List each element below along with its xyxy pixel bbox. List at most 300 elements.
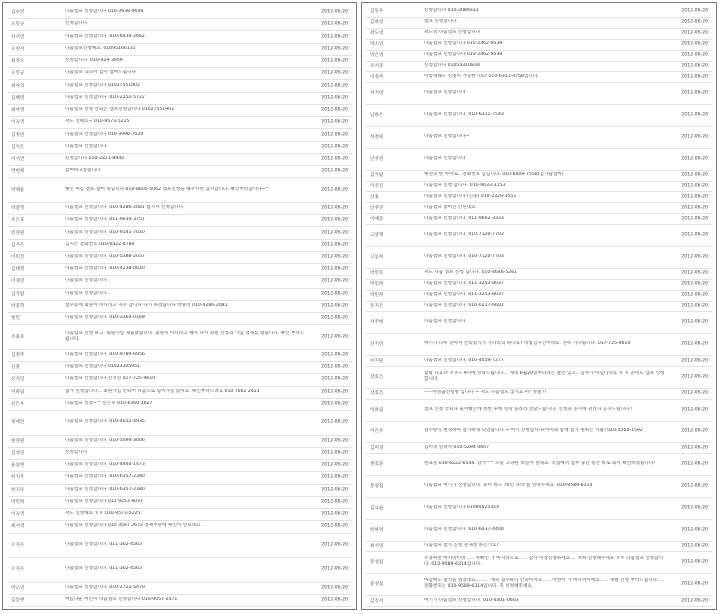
author-name: 이지원 — [370, 358, 384, 364]
author-name: 이주진 — [370, 183, 384, 189]
author-name: 박중학 — [11, 303, 25, 309]
post-date: 2012-06-20 — [321, 58, 348, 64]
message-link[interactable]: 나눔캠프 신청합니다~ — [424, 133, 470, 139]
post-date: 2012-06-20 — [321, 315, 348, 321]
post-date: 2012-06-20 — [321, 585, 348, 591]
author-name: 신은우 — [11, 401, 25, 407]
list-row — [366, 573, 712, 596]
post-date: 2012-06-20 — [681, 581, 708, 587]
post-date: 2012-06-20 — [321, 168, 348, 174]
message-link[interactable]: 나눔캠프 신청합니다 011 9253 8037 — [65, 498, 143, 504]
list-row — [7, 67, 352, 80]
author-name: 신홍 — [370, 194, 379, 200]
message-link[interactable]: 나눔캠프 신청합니다. 010-2252-5722 — [65, 94, 145, 100]
author-name: 안주연 — [370, 205, 384, 211]
message-link[interactable]: 나눔캠프 신청합니다 — [424, 155, 466, 161]
post-date: 2012-06-20 — [321, 542, 348, 548]
message-link[interactable]: 천효준 010-6222-6544. 감사^^ 오늘 고양관 보일까 싶네요. 직접에서 업무 중간 중간 바로 회사 확인하겠습니다! — [424, 461, 656, 467]
list-row — [7, 435, 352, 448]
list-row — [366, 475, 712, 498]
author-name: 김동현 — [11, 597, 25, 603]
message-link[interactable]: 조용하면 마지막이면...... 아빠인 가 마지막으로...... 감사 이상신청하세요.... 저희 신청해주세요 ㅎㅎ 나눔캠프 신청합니다. 010-9589-6314입니다. — [424, 556, 664, 568]
message-link[interactable]: 신청합니다. 010-429-3959 — [65, 58, 123, 64]
author-name: 천효준 — [370, 462, 384, 468]
post-date: 2012-06-20 — [681, 41, 708, 47]
author-name: 박민희 — [370, 282, 384, 288]
author-name: 남하은 — [370, 113, 384, 119]
author-name: 서주현 — [370, 320, 384, 326]
author-name: 문성집 — [370, 483, 384, 489]
author-name: 윤승한 — [11, 463, 25, 469]
author-name: 박민희 — [370, 293, 384, 299]
message-link[interactable]: 나눔캠프 신청합니다. 011-302-4563 — [65, 541, 142, 547]
author-name: 최정오 — [11, 59, 25, 65]
post-date: 2012-06-20 — [681, 270, 708, 276]
message-link[interactable]: 나눔캠프 신청합니다. 011-3253-8037 — [424, 281, 504, 287]
author-name: 이숙영 — [11, 512, 25, 518]
post-date: 2012-06-20 — [681, 74, 708, 80]
list-row — [7, 43, 352, 56]
post-date: 2012-06-20 — [681, 483, 708, 489]
message-link[interactable]: 신청합니다 01054310839 — [424, 62, 480, 68]
author-name: 변경원 — [11, 438, 25, 444]
message-link[interactable]: 나눔캠프 신청합니다. 010-4032-4935 — [65, 419, 145, 425]
post-date: 2012-06-20 — [321, 487, 348, 493]
message-link[interactable]: 나눔캠프 신청합니다. 011-9034-3757 — [65, 217, 145, 223]
author-name: 김해영 — [11, 95, 25, 101]
post-date: 2012-06-20 — [321, 499, 348, 505]
list-row — [7, 520, 352, 533]
author-name: 이은우 — [370, 429, 384, 435]
post-date: 2012-06-20 — [681, 292, 708, 298]
message-link[interactable]: 나눔캠프 신청 하고, 회원가입 제출했습니다. 회원이 아니라고 해서 다시 회원 신청과 가입 결제를 했습니다. 확인 부탁드립니다. — [65, 330, 305, 342]
list-row — [7, 177, 352, 202]
list-row — [7, 79, 352, 92]
post-date: 2012-06-20 — [681, 172, 708, 178]
right-panel — [361, 2, 717, 610]
author-name: 박민호 — [370, 271, 384, 277]
author-name: 신지연 — [370, 342, 384, 348]
list-row — [7, 18, 352, 31]
post-date: 2012-06-20 — [321, 474, 348, 480]
message-link[interactable]: 애인 여름 캠프 참여 원합니다 010-8805-5062 캠프신청을 해주시면 감사합니다. 확인부탁합니다~^ — [65, 186, 270, 192]
message-link[interactable]: -----아정곱신청방 입니다 ~ 저도 나눔캠프 넣지요 아! 정말 !! — [424, 390, 547, 396]
author-name: 신지연 — [11, 377, 25, 383]
author-name: 김지은 — [11, 144, 25, 150]
message-link[interactable]: 참말 나요?? ㅎㅎ~ 9시에 연락드립니다... 계속 6월20일부터라는 말만 있고.. 감자가 아닙니다요 ㅎ ㅎ 준비도 캠프 신청합니다. — [424, 370, 665, 382]
message-link[interactable]: 나눔캠프 신청합니다. 010-5094-3006 — [65, 437, 145, 443]
author-name: 김하연 — [370, 20, 384, 26]
list-row — [366, 126, 712, 149]
post-date: 2012-06-20 — [321, 70, 348, 76]
post-date: 2012-06-20 — [321, 156, 348, 162]
author-name: 이경주 — [370, 74, 384, 80]
author-name: 김성연 — [11, 450, 25, 456]
message-link[interactable]: 나눔캠프 신청합니다 (신홍) 010-2329-3551 — [424, 193, 517, 199]
message-link[interactable]: 나눔캠프 여기가 신청합니다. 휴이 하도 70년 나라 팀 연락주세요. 010-9589-6314 — [424, 482, 593, 488]
author-name: 박은영 — [370, 53, 384, 59]
post-date: 2012-06-20 — [321, 419, 348, 425]
author-name: 고동희 — [370, 254, 384, 260]
list-row — [7, 398, 352, 411]
author-name: 한하영 — [370, 527, 384, 533]
author-name: 김가람 — [370, 173, 384, 179]
list-row — [366, 366, 712, 389]
list-row — [7, 484, 352, 497]
post-date: 2012-06-20 — [681, 598, 708, 604]
post-date: 2012-06-20 — [321, 450, 348, 456]
author-name: 김요슬 — [370, 505, 384, 511]
post-date: 2012-06-20 — [321, 242, 348, 248]
post-date: 2012-06-20 — [681, 254, 708, 260]
author-name: 문성집 — [370, 560, 384, 566]
author-name: 최아의 — [11, 83, 25, 89]
message-link[interactable]: 나눔캠프 신청합니다 01023305951 — [65, 364, 141, 370]
author-name: 김정주 — [11, 352, 25, 358]
list-row — [7, 373, 352, 386]
post-date: 2012-06-20 — [681, 90, 708, 96]
post-date: 2012-06-20 — [321, 83, 348, 89]
post-date: 2012-06-20 — [321, 511, 348, 517]
author-name: 이숙영 — [11, 120, 25, 126]
post-date: 2012-06-20 — [681, 156, 708, 162]
message-link[interactable]: 나눔캠프 신청합니다. — [424, 90, 467, 96]
author-name: 오연서 — [11, 46, 25, 52]
message-link[interactable]: 김지은 전화번호 010-6422-4784 — [65, 241, 135, 247]
message-link[interactable]: 참여하고싶습니다 — [65, 168, 101, 174]
message-link[interactable]: 김미경 연락처 010-5294-0607 — [424, 444, 490, 450]
post-date: 2012-06-20 — [681, 559, 708, 565]
message-link[interactable]: 나눔캠프 신청합니다. 010-9141-7020 — [65, 229, 145, 235]
list-row — [7, 410, 352, 435]
message-link[interactable]: 나눔캠프 신청합니다. 010-9789-6956 — [65, 351, 145, 357]
post-date: 2012-06-20 — [681, 341, 708, 347]
post-date: 2012-06-20 — [321, 230, 348, 236]
message-link[interactable]: 저도 진해요~ 010-9573-5225 — [65, 119, 130, 125]
author-name: 박중학 — [11, 206, 25, 212]
author-name: 박소연 — [11, 585, 25, 591]
post-date: 2012-06-20 — [321, 217, 348, 223]
list-row — [7, 92, 352, 105]
message-link[interactable]: 저도 신청해요 ㅎㅎ 010-9573-5225 — [65, 511, 141, 517]
post-date: 2012-06-20 — [681, 505, 708, 511]
list-row — [366, 333, 712, 356]
author-name: 이경연 — [11, 279, 25, 285]
author-name: 장효은 — [370, 374, 384, 380]
message-link[interactable]: 나눔캠프신청해요. 01095166131 — [65, 45, 136, 51]
author-name: 한지우 — [11, 475, 25, 481]
author-name: 안주연 — [370, 156, 384, 162]
post-date: 2012-06-20 — [681, 281, 708, 287]
message-link[interactable]: 나눔캠프 신청합니다. 010-0217-6602 — [424, 302, 504, 308]
author-name: 오민규 — [11, 71, 25, 77]
message-link[interactable]: 나눔캠프 신청 합니다. 010-9633-3153 — [424, 182, 506, 188]
author-name: 문성집 — [370, 582, 384, 588]
list-row — [366, 104, 712, 127]
message-link[interactable]: 나눔캠프 신청합니다. 010-4059-7277 — [424, 357, 504, 363]
post-date: 2012-06-20 — [681, 374, 708, 380]
author-name: 김태정 — [11, 267, 25, 273]
message-link[interactable]: 참가 신청합니다... 회원가입 안되어 다음으로 넘어가질 않아요. 확인부탁드려요 010 7662 2423 — [65, 388, 260, 394]
list-row — [7, 459, 352, 472]
message-link[interactable]: 마감에도 참석을 했었네요......... 계속 접수하니 안되어서요...... 이번이 가 마지막이에요...... 제발 신청 부탁드립니다..... 전화번호는 010-9589-6314입니다. 꼭 선정해주세요 — [424, 578, 665, 590]
author-name: 박현정 — [11, 169, 25, 175]
post-date: 2012-06-20 — [321, 205, 348, 211]
post-date: 2012-06-20 — [321, 34, 348, 40]
message-link[interactable]: 참수동에 회원이 아니라고 자주 갑니다 다시 하겠습니다 박중학 010-4286-2081 — [65, 302, 228, 308]
message-link[interactable]: 나눔캠프 신청합니다. 010-6437-4400 — [424, 526, 504, 532]
message-link[interactable]: 신청합니다 010-2221-8940 — [65, 156, 125, 162]
list-row — [366, 148, 712, 171]
post-date: 2012-06-20 — [681, 8, 708, 14]
author-name: 고영재 — [370, 233, 384, 239]
author-name: 김가람 — [11, 291, 25, 297]
message-link[interactable]: 나눔캠프 신청합니다 010-3996-7020 — [65, 131, 144, 137]
author-name: 허지영 — [370, 91, 384, 97]
message-link[interactable]: 나눔캠프 신청합니다. 010-5388-2037 — [65, 254, 145, 259]
message-link[interactable]: 나눔캠프 신청합니다. 010-7120-7703 — [424, 232, 504, 238]
post-date: 2012-06-20 — [321, 291, 348, 297]
message-link[interactable]: 나눔캠프 참여인 안된네요 — [424, 204, 476, 210]
post-date: 2012-06-20 — [321, 278, 348, 284]
post-date: 2012-06-20 — [681, 194, 708, 200]
author-name: 한지우 — [11, 487, 25, 493]
message-link[interactable]: 나눔캠프 신청합니다 010-2462-9539 — [424, 41, 503, 47]
list-row — [7, 288, 352, 301]
post-date: 2012-06-20 — [681, 390, 708, 396]
message-link[interactable]: 나눔캠프 신청합니다... — [65, 290, 111, 296]
post-date: 2012-06-20 — [321, 46, 348, 52]
post-date: 2012-06-20 — [681, 407, 708, 413]
author-name: 오지수 — [11, 567, 25, 573]
message-link[interactable]: 캠프 신청합니다. — [424, 19, 458, 25]
list-row — [7, 533, 352, 558]
post-date: 2012-06-20 — [681, 527, 708, 533]
post-date: 2012-06-20 — [321, 95, 348, 101]
list-row — [7, 165, 352, 178]
post-date: 2012-06-20 — [681, 303, 708, 309]
list-row — [7, 312, 352, 325]
author-name: 정예진 — [11, 420, 25, 426]
post-date: 2012-06-20 — [681, 134, 708, 140]
message-link[interactable]: 나눔캠프 신청합니다. 010-2722-5470 — [65, 584, 145, 590]
message-link[interactable]: 나눔캠프 신청합니다. 010-3364-0169 — [65, 315, 145, 321]
author-name: 김미경 — [370, 445, 384, 451]
post-date: 2012-06-20 — [321, 389, 348, 395]
post-date: 2012-06-20 — [321, 438, 348, 444]
message-link[interactable]: 나눔캠프 신청합니다 — [424, 319, 466, 325]
list-row — [7, 447, 352, 460]
message-link[interactable]: 나눔캠프 참가 신청 문제정 하는거요? — [424, 542, 499, 548]
list-row — [7, 128, 352, 141]
author-name: 신홍 — [11, 365, 20, 371]
post-date: 2012-06-20 — [321, 401, 348, 407]
message-link[interactable]: 나눔캠프 신청~^ 신은우 010-6360-1827 — [65, 400, 153, 406]
list-row — [7, 214, 352, 227]
post-date: 2012-06-20 — [321, 523, 348, 529]
message-link[interactable]: 여기가 나무 같아서 안되었기가 가다리의 하나요? 비빔입시간이네요. 연락 기다립니다. 017-725-9610 — [424, 341, 631, 347]
post-date: 2012-06-20 — [681, 543, 708, 549]
post-date: 2012-06-20 — [681, 30, 708, 36]
author-name: 김정연 — [11, 132, 25, 138]
post-date: 2012-06-20 — [681, 205, 708, 211]
list-row — [7, 349, 352, 362]
list-row — [7, 300, 352, 313]
list-row — [7, 386, 352, 399]
message-link[interactable]: 저도 나눔 캠프 신청 합니다. 010-4646-5261 — [424, 270, 518, 276]
post-date: 2012-06-20 — [321, 352, 348, 358]
post-date: 2012-06-20 — [681, 445, 708, 451]
message-link[interactable]: 접수방식 변경하여 참가하게 되었습니다 ~ 여기 신청합니다(아이와 함께 참가 원하는 사람) 010-5164-1592 — [424, 428, 643, 434]
message-link[interactable]: 나눔캠프 신청합니다 01090625354 — [424, 504, 500, 510]
author-name: 유지은 — [370, 303, 384, 309]
author-name: 이민진 — [11, 255, 25, 260]
message-link[interactable]: 나눔캠프 신청합니다. 010-4286-2081 참가자 신청합니다 — [65, 205, 184, 211]
author-name: 오지수 — [11, 542, 25, 548]
message-link[interactable]: 나눔캠프 신청합니다. 010-4940-1473 — [65, 462, 145, 468]
list-row — [7, 275, 352, 288]
post-date: 2012-06-20 — [321, 303, 348, 309]
list-row — [366, 497, 712, 520]
author-name: 곽도영 — [370, 31, 384, 37]
message-link[interactable]: 나눔캠프 신청합니다 신지연 017-725-9610 — [65, 376, 156, 382]
list-row — [7, 496, 352, 509]
list-row — [7, 263, 352, 276]
post-date: 2012-06-20 — [321, 144, 348, 150]
list-row — [7, 251, 352, 264]
post-date: 2012-06-20 — [321, 21, 348, 27]
post-date: 2012-06-20 — [681, 461, 708, 467]
message-link[interactable]: 예전의 한 아이로...전화번호 남깁니다. 010-8409-7558(김가람엄마) — [424, 172, 564, 178]
message-link[interactable]: 나눔캠프 신청합니다. 010-6434-2662 — [65, 33, 145, 39]
post-date: 2012-06-20 — [321, 376, 348, 382]
post-date: 2012-06-20 — [681, 52, 708, 58]
message-link[interactable]: 나눔캠프 신청합니다. 011-9662-3333 — [424, 215, 504, 221]
list-row — [7, 55, 352, 68]
list-row — [7, 471, 352, 484]
list-row — [7, 324, 352, 349]
author-name: 이하림 — [370, 407, 384, 413]
message-link[interactable]: 여름다운 어린이 나눔캠프 신청합니다 010-9057-2471 — [65, 596, 178, 602]
author-name: 이하림 — [11, 389, 25, 395]
message-link[interactable]: 나눔캠프 신청합니다. 011-302-4563 — [65, 566, 142, 572]
post-date: 2012-06-20 — [681, 19, 708, 25]
message-link[interactable]: 나눔캠프 신청합니다 010-2462-9539 — [424, 52, 503, 58]
post-date: 2012-06-20 — [681, 63, 708, 69]
post-date: 2012-06-20 — [321, 132, 348, 138]
list-row — [7, 104, 352, 117]
message-link[interactable]: 나눔캠프 신청합니다. 011-3253-8037 — [424, 292, 504, 298]
message-link[interactable]: 신청합니다 — [65, 21, 88, 27]
list-row — [7, 141, 352, 154]
message-link[interactable]: 신청합니다 — [65, 449, 88, 455]
post-date: 2012-06-20 — [321, 566, 348, 572]
list-row — [7, 594, 352, 607]
list-row — [366, 551, 712, 574]
message-link[interactable]: 나눔캠프 신청합니다. 010-6357-2380 — [65, 474, 145, 480]
message-link[interactable]: 나눔캠프 신청합니다. 010-7120-7703 — [424, 253, 504, 259]
author-name: 장효은 — [370, 391, 384, 397]
author-name: 허정원 — [370, 134, 384, 140]
author-name: 민경원 — [11, 230, 25, 236]
message-link[interactable]: 캠프 신청 안되나 물어봤는데 한번 후에 연락 올라라 전달드립니다. 신청과 동시에 관리자 공지드립니다 ! — [424, 406, 633, 412]
post-date: 2012-06-20 — [681, 358, 708, 364]
list-row — [366, 519, 712, 542]
author-name: 조용호 — [11, 334, 25, 340]
list-row — [7, 116, 352, 129]
message-link[interactable]: 신청합니다 010-2089323 — [424, 8, 479, 14]
author-name: 조서준 — [370, 63, 384, 69]
message-link[interactable]: 나눔캠프 꼭되어 감사 참여드립니다 — [65, 70, 136, 76]
message-link[interactable]: 나눔캠프 신청합니다. 010-4238-0020 — [65, 266, 145, 272]
post-date: 2012-06-20 — [681, 428, 708, 434]
list-row — [366, 421, 712, 444]
author-name: 박민희 — [11, 499, 25, 505]
post-date: 2012-06-20 — [321, 597, 348, 603]
post-date: 2012-06-20 — [321, 364, 348, 370]
author-name: 현민 — [11, 316, 20, 322]
author-name: 김진서 — [370, 598, 384, 604]
post-date: 2012-06-20 — [321, 254, 348, 260]
list-row — [366, 82, 712, 105]
post-date: 2012-06-20 — [681, 112, 708, 118]
message-link[interactable]: 곽도영 나눔캠프 신청합니다 — [424, 30, 481, 36]
list-row — [7, 557, 352, 582]
right-list — [362, 3, 716, 609]
list-row — [366, 311, 712, 334]
message-link[interactable]: 나눔캠프 신청합니다 010 3597 2672 결제부분에 확인이 안되네요 — [65, 523, 201, 529]
list-row — [7, 226, 352, 239]
post-date: 2012-06-20 — [321, 9, 348, 15]
author-name: 김동우 — [370, 9, 384, 15]
message-link[interactable]: 나눔캠프 신청합니다. — [65, 143, 108, 149]
list-row — [7, 239, 352, 252]
post-date: 2012-06-20 — [681, 183, 708, 189]
author-name: 박채윤 — [11, 187, 25, 193]
list-row — [366, 224, 712, 247]
list-row — [7, 30, 352, 43]
message-link[interactable]: 나눔캠프 신청 안되는 캠프신청합니다 01027551902 — [65, 107, 174, 113]
author-name: 김지은 — [11, 242, 25, 248]
left-panel — [2, 2, 357, 610]
list-row — [7, 508, 352, 521]
post-date: 2012-06-20 — [321, 107, 348, 113]
post-date: 2012-06-20 — [321, 334, 348, 340]
list-row — [7, 202, 352, 215]
message-link[interactable]: 나눔캠프 신청합니다. 010-6311-7543 — [424, 112, 504, 118]
author-name: 이예준 — [370, 216, 384, 222]
author-name: 최서영 — [370, 543, 384, 549]
list-row — [366, 246, 712, 269]
author-name: 박소연 — [370, 42, 384, 48]
post-date: 2012-06-20 — [321, 266, 348, 272]
message-link[interactable]: 이렇게해도 신청이 가능한가요? 010-6311-4758입니다. — [424, 73, 539, 79]
post-date: 2012-06-20 — [321, 119, 348, 125]
message-link[interactable]: 나눔캠프 신청합니다 010-3938-4606 — [65, 9, 144, 15]
message-link[interactable]: 나눔캠프 신청합니다. — [65, 278, 108, 284]
message-link[interactable]: 나눔캠프 신청합니다. 010-6357-2380 — [65, 486, 145, 492]
post-date: 2012-06-20 — [321, 462, 348, 468]
post-date: 2012-06-20 — [681, 216, 708, 222]
author-name: 오민규 — [11, 22, 25, 28]
list-row — [366, 399, 712, 422]
author-name: 최아영 — [11, 108, 25, 114]
list-row — [366, 595, 712, 607]
list-row — [7, 361, 352, 374]
message-link[interactable]: 나눔캠프 신청합니다 01027551902 — [65, 82, 141, 88]
message-link[interactable]: 여기가 나눔캠프 신청합니다. 010-4401-0603 — [424, 597, 519, 603]
author-name: 차서연 — [11, 34, 25, 40]
